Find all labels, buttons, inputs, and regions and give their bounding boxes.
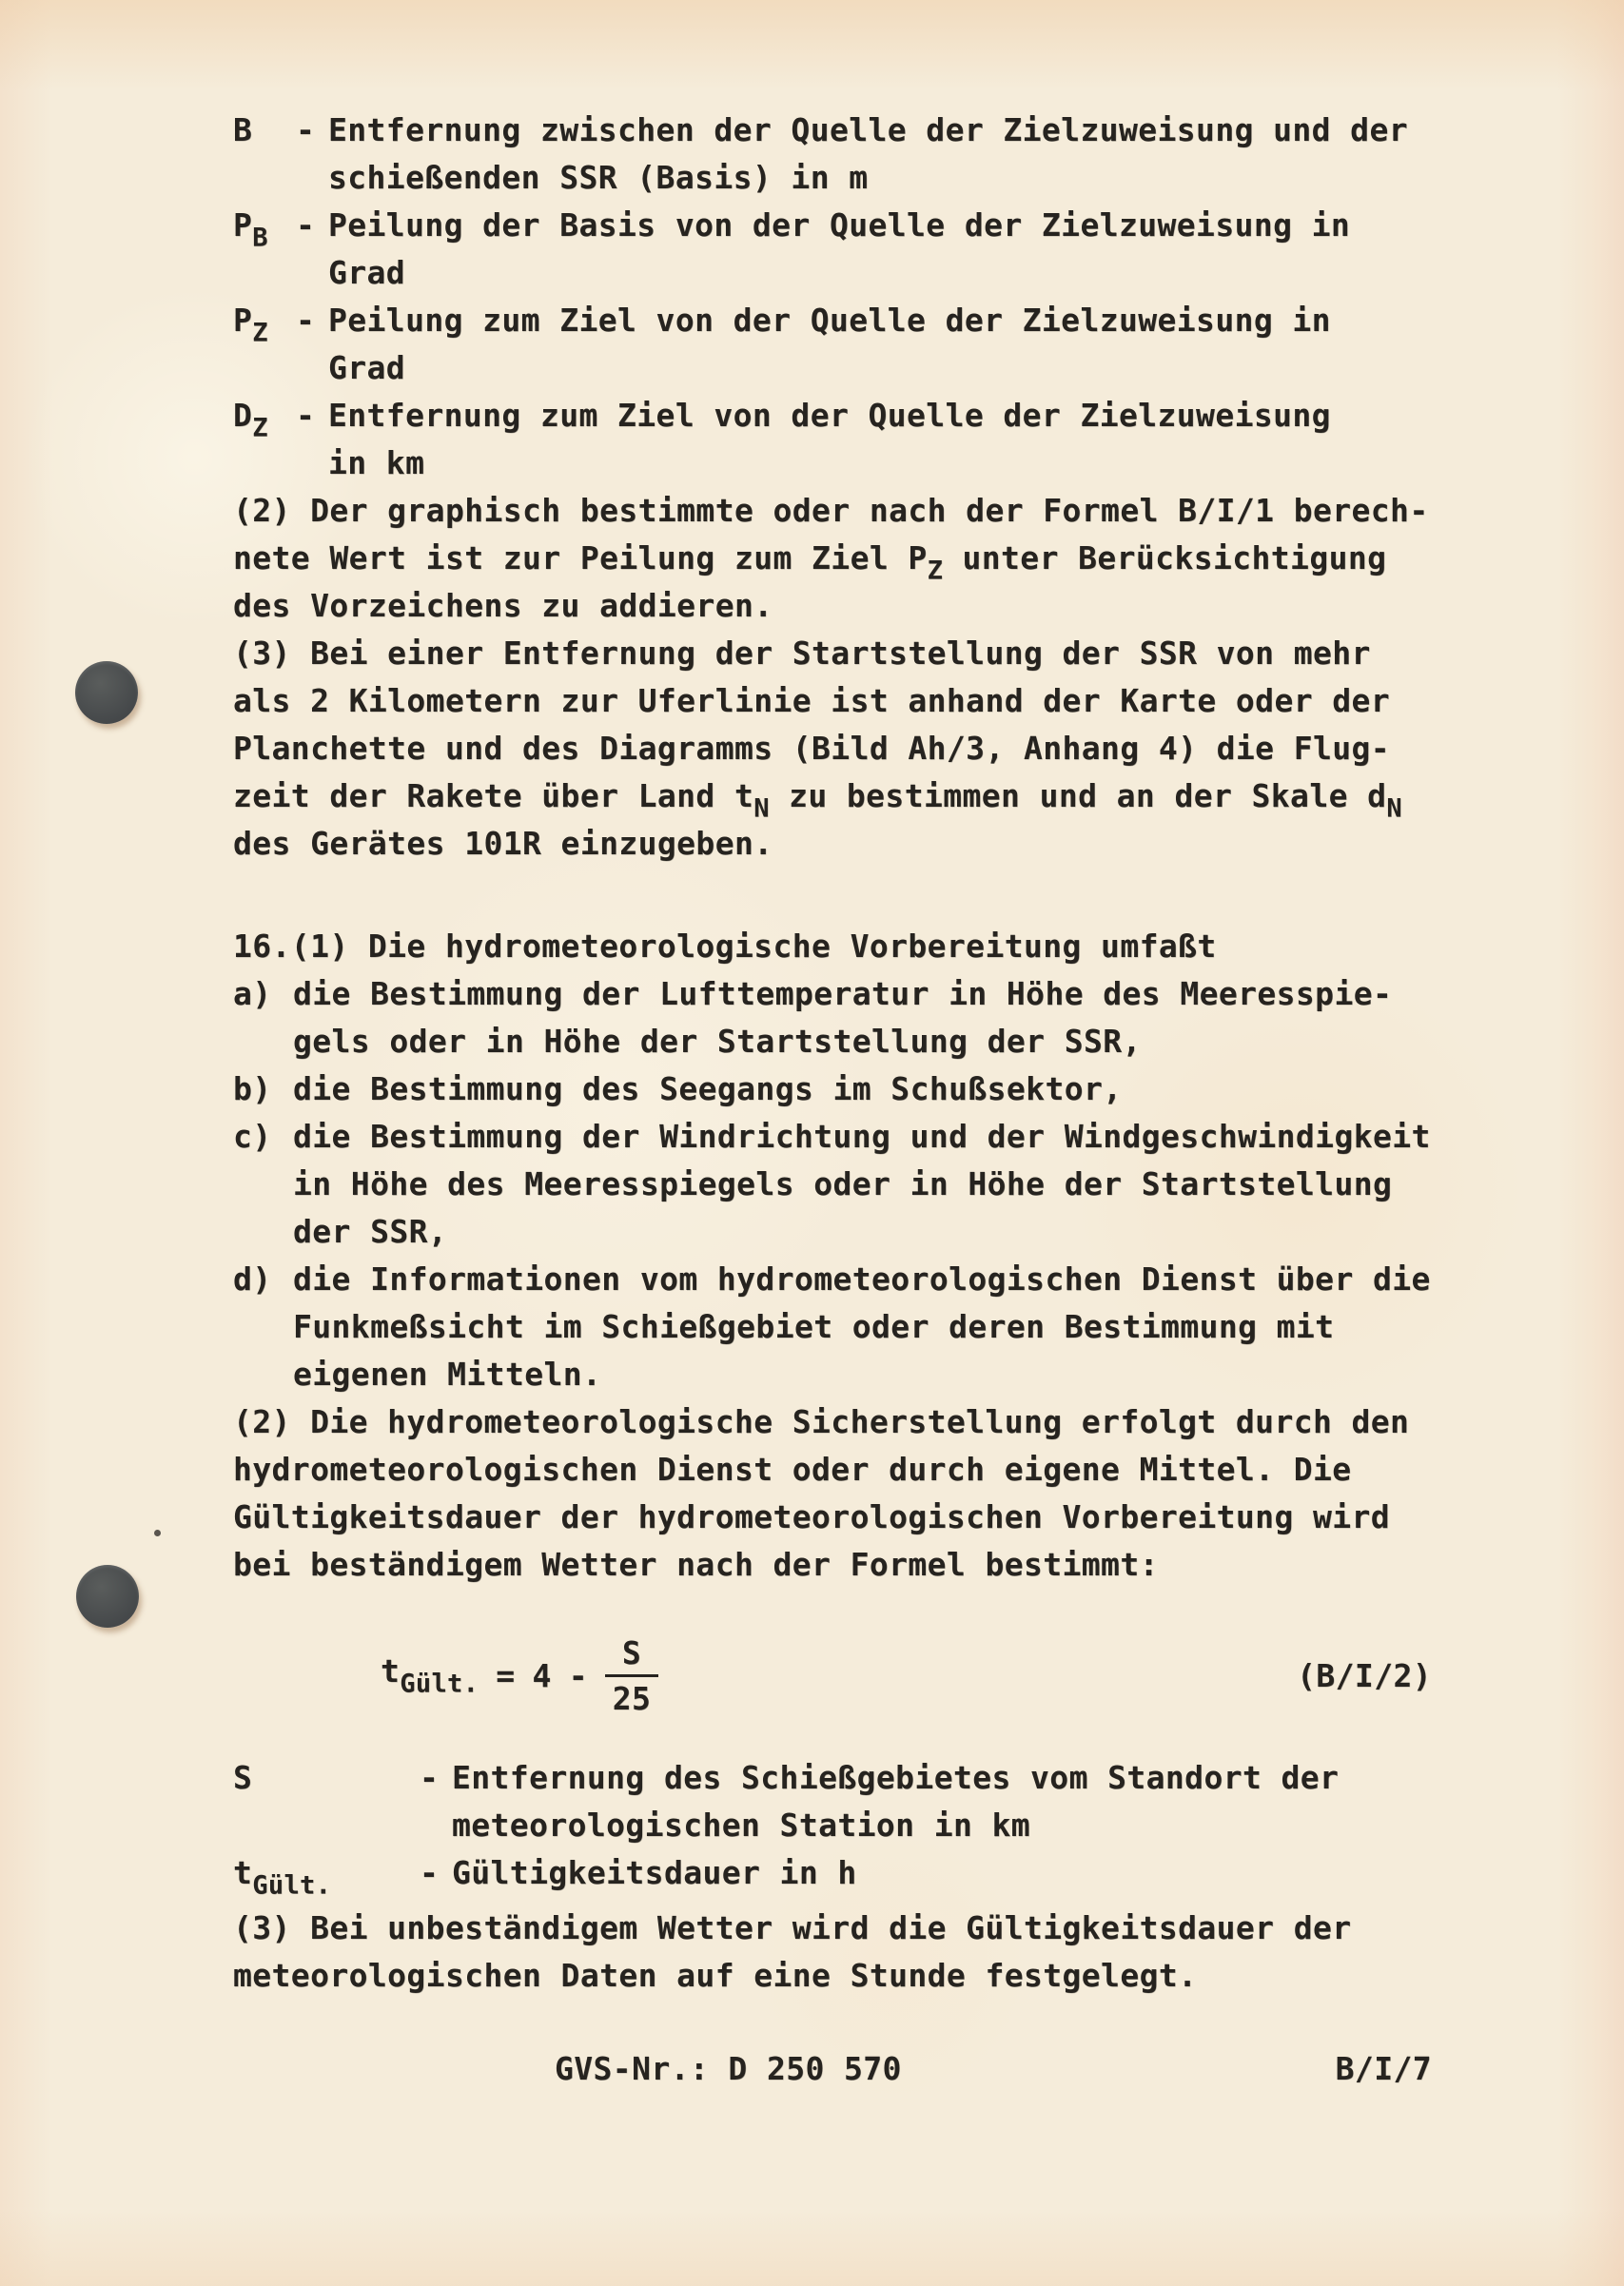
text-line: des Vorzeichens zu addieren. — [233, 587, 773, 624]
paragraph-2 — [233, 487, 1432, 630]
definition-row-dz — [233, 392, 1432, 487]
symbol-dz — [233, 392, 296, 443]
text-line: eigenen Mitteln. — [293, 1356, 602, 1393]
text-line: des Gerätes 101R einzugeben. — [233, 825, 773, 862]
text-line: Grad — [328, 349, 406, 386]
formula-subscript: Gült. — [400, 1669, 479, 1699]
symbol-tguelt — [233, 1849, 420, 1901]
symbol-base: P — [233, 302, 253, 339]
text-line: bei beständigem Wetter nach der Formel bestimmt: — [233, 1546, 1159, 1583]
symbol-base: P — [233, 206, 253, 244]
symbol-pb — [233, 202, 296, 253]
ink-speck — [154, 1530, 161, 1536]
equals-sign: = — [496, 1656, 516, 1694]
text-line: die Bestimmung der Windrichtung und der Windgeschwindigkeit — [293, 1118, 1431, 1155]
item-text — [293, 1065, 1432, 1113]
page-footer — [233, 2045, 1432, 2093]
symbol-base: D — [233, 397, 253, 434]
section-16 — [233, 923, 1432, 1589]
symbol-s — [233, 1754, 420, 1802]
definition-text — [328, 107, 1432, 202]
definition-list-bottom — [233, 1754, 1432, 1901]
definition-text — [452, 1754, 1432, 1849]
symbol-subscript: Z — [252, 318, 268, 348]
text-line: Gültigkeitsdauer in h — [452, 1854, 857, 1891]
text-line: (3) Bei einer Entfernung der Startstellung der SSR von mehr — [233, 635, 1371, 672]
section-16-heading: 16.(1) Die hydrometeorologische Vorbereitung umfaßt — [233, 928, 1217, 965]
fraction — [605, 1633, 658, 1717]
text-line: (2) Die hydrometeorologische Sicherstellung erfolgt durch den — [233, 1403, 1410, 1440]
text-line: Peilung der Basis von der Quelle der Zielzuweisung in — [328, 206, 1351, 244]
text-segment: nete Wert ist zur Peilung zum Ziel P — [233, 539, 928, 576]
symbol-base: B — [233, 111, 253, 148]
list-item-d — [233, 1256, 1432, 1398]
inline-subscript: N — [1386, 793, 1402, 824]
text-line: Entfernung zum Ziel von der Quelle der Zielzuweisung — [328, 397, 1331, 434]
symbol-subscript: Gült. — [252, 1870, 332, 1901]
definition-text — [328, 297, 1432, 392]
text-segment: zeit der Rakete über Land t — [233, 777, 754, 814]
text-line — [233, 535, 1432, 586]
dash-separator: - — [296, 111, 316, 148]
text-line: (2) Der graphisch bestimmte oder nach der Formel B/I/1 berech- — [233, 492, 1429, 529]
gvs-number: GVS-Nr.: D 250 570 — [555, 2050, 902, 2087]
symbol-pz — [233, 297, 296, 348]
item-text — [293, 1256, 1432, 1398]
paragraph-3 — [233, 630, 1432, 868]
formula-term: 4 — [532, 1656, 552, 1694]
page-reference: B/I/7 — [1335, 2050, 1432, 2087]
text-line: die Informationen vom hydrometeorologischen Dienst über die — [293, 1260, 1431, 1298]
inline-subscript: Z — [927, 556, 944, 586]
item-marker: a) — [233, 975, 272, 1012]
definition-row-tguelt — [233, 1849, 1432, 1901]
text-line: Peilung zum Ziel von der Quelle der Zielzuweisung in — [328, 302, 1331, 339]
formula-base: t — [381, 1651, 401, 1690]
item-marker: d) — [233, 1260, 272, 1298]
text-line: (3) Bei unbeständigem Wetter wird die Gültigkeitsdauer der — [233, 1909, 1352, 1946]
text-line: Grad — [328, 254, 406, 291]
symbol-subscript: B — [252, 223, 268, 253]
text-line: meteorologischen Station in km — [452, 1807, 1031, 1844]
text-line: der SSR, — [293, 1213, 448, 1250]
definition-text — [452, 1849, 1432, 1897]
inline-subscript: N — [753, 793, 770, 824]
definition-row-pb — [233, 202, 1432, 297]
dash-separator: - — [296, 397, 316, 434]
text-line: die Bestimmung der Lufttemperatur in Höhe des Meeresspie- — [293, 975, 1393, 1012]
section-16-paragraph-2 — [233, 1398, 1432, 1589]
item-text — [293, 1113, 1432, 1256]
text-line: die Bestimmung des Seegangs im Schußsektor, — [293, 1070, 1123, 1107]
text-line: hydrometeorologischen Dienst oder durch eigene Mittel. Die — [233, 1451, 1352, 1488]
formula-expression — [381, 1633, 658, 1717]
symbol-base: t — [233, 1854, 253, 1891]
definition-row-s — [233, 1754, 1432, 1849]
hole-punch-top — [75, 661, 138, 724]
formula-lhs — [381, 1652, 479, 1698]
text-line: in km — [328, 444, 425, 481]
minus-sign: - — [568, 1656, 589, 1694]
list-item-b — [233, 1065, 1432, 1113]
list-item-a — [233, 970, 1432, 1065]
item-marker: c) — [233, 1118, 272, 1155]
text-line: schießenden SSR (Basis) in m — [328, 159, 869, 196]
item-text — [293, 970, 1432, 1065]
definition-text — [328, 392, 1432, 487]
text-line: in Höhe des Meeresspiegels oder in Höhe der Startstellung — [293, 1165, 1393, 1202]
definition-text — [328, 202, 1432, 297]
dash-separator: - — [296, 206, 316, 244]
text-line — [233, 772, 1432, 824]
symbol-base: S — [233, 1759, 253, 1796]
text-line: meteorologischen Daten auf eine Stunde festgelegt. — [233, 1957, 1198, 1994]
document-body — [233, 107, 1432, 2000]
text-line: Entfernung des Schießgebietes vom Standort der — [452, 1759, 1340, 1796]
formula-block — [233, 1623, 1432, 1728]
dash-separator: - — [420, 1759, 440, 1796]
text-line: Funkmeßsicht im Schießgebiet oder deren Bestimmung mit — [293, 1308, 1335, 1345]
fraction-numerator: S — [605, 1637, 658, 1677]
symbol-subscript: Z — [252, 413, 268, 443]
fraction-denominator: 25 — [612, 1679, 652, 1717]
text-line: Planchette und des Diagramms (Bild Ah/3, Anhang 4) die Flug- — [233, 730, 1391, 767]
text-segment: zu bestimmen und an der Skale d — [769, 777, 1387, 814]
symbol-b — [233, 107, 296, 154]
text-line: gels oder in Höhe der Startstellung der SSR, — [293, 1023, 1142, 1060]
definition-list-top — [233, 107, 1432, 487]
definition-row-b — [233, 107, 1432, 202]
formula-reference: (B/I/2) — [1297, 1656, 1432, 1694]
dash-separator: - — [296, 302, 316, 339]
text-line: Gültigkeitsdauer der hydrometeorologischen Vorbereitung wird — [233, 1498, 1391, 1535]
text-segment: unter Berücksichtigung — [943, 539, 1387, 576]
section-gap — [233, 868, 1432, 923]
paragraph-3-bottom — [233, 1905, 1432, 2000]
dash-separator: - — [420, 1854, 440, 1891]
hole-punch-bottom — [76, 1565, 139, 1628]
item-marker: b) — [233, 1070, 272, 1107]
text-line: Entfernung zwischen der Quelle der Zielzuweisung und der — [328, 111, 1408, 148]
definition-row-pz — [233, 297, 1432, 392]
list-item-c — [233, 1113, 1432, 1256]
text-line: als 2 Kilometern zur Uferlinie ist anhand der Karte oder der — [233, 682, 1391, 719]
